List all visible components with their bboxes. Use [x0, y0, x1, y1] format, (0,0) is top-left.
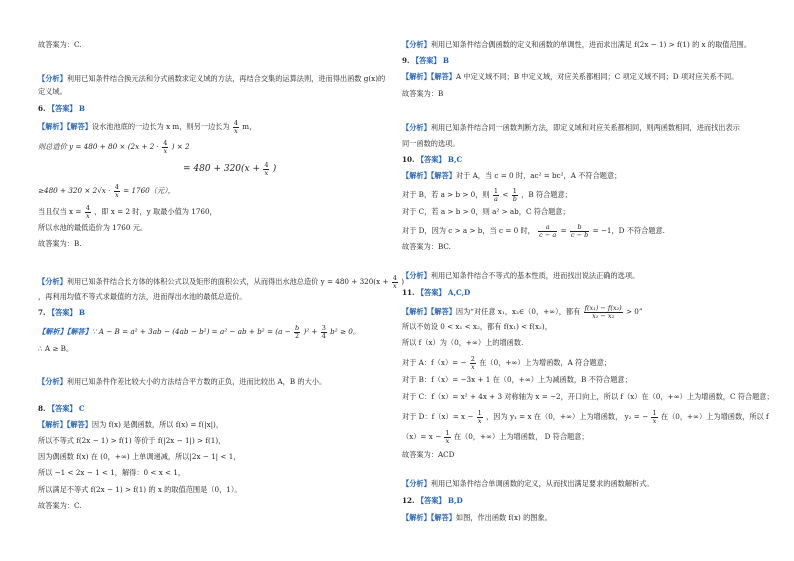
- analysis-text-cont: 定义域。: [38, 87, 67, 96]
- section-tag: 【解析】【解答】: [402, 72, 456, 81]
- numerator: 1: [652, 409, 657, 417]
- analysis-text: 【分析】利用已知条件结合单调函数的定义，从而找出满足要求的函数解析式。: [402, 479, 654, 488]
- question-number: 10.: [402, 155, 415, 164]
- denominator: x: [471, 362, 475, 371]
- fraction: [584, 305, 623, 319]
- analysis-text: 【分析】利用已知条件结合同一函数判断方法，即定义域和对应关系都相同，则两函数相同，进而找出表示: [402, 123, 740, 132]
- solution-line: 【解析】【解答】A 中定义域不同；B 中定义域，对应关系都相同；C 项定义域不同；D 项对应关系不同。: [402, 72, 739, 81]
- fraction: [470, 356, 476, 370]
- numerator: 3: [321, 324, 326, 332]
- numerator: b: [570, 224, 589, 232]
- solution-line: 所以不等式 f(2x − 1) > f(1) 等价于 f(|2x − 1|) > f(1)，: [38, 436, 226, 445]
- analysis-text-part: 【分析】利用已知条件结合长方体的体积公式以及矩形的面积公式，从而得出水池总造价 y = 480 + 320(x +: [38, 277, 389, 286]
- formula-line: [38, 140, 190, 154]
- question-number: 8.: [38, 404, 46, 413]
- solution-text: 在（0，+∞）上为增函数， D 符合题意；: [453, 432, 589, 441]
- fraction: [85, 205, 91, 219]
- fraction: [114, 184, 120, 198]
- solution-line: [402, 356, 611, 370]
- numerator: 2: [470, 355, 475, 363]
- numerator: 4: [114, 183, 119, 191]
- denominator: x: [652, 416, 657, 425]
- fraction: [493, 188, 499, 202]
- fraction: [392, 275, 398, 289]
- solution-line: 所以 f（x）为（0，+∞）上的增函数.: [402, 338, 524, 347]
- fraction: [162, 140, 168, 154]
- numerator: 1: [512, 187, 517, 195]
- answer-label: 【答案】: [47, 404, 77, 413]
- formula-text: ≥480 + 320 × 2√x ·: [38, 186, 111, 195]
- conclusion-line: ∴ A ≥ B。: [38, 344, 74, 353]
- numerator: 4: [85, 204, 90, 212]
- denominator: x: [234, 126, 238, 135]
- section-tag: 【分析】: [402, 40, 431, 49]
- section-tag: 【分析】: [402, 271, 431, 280]
- answer-label: 【答案】: [416, 155, 446, 164]
- answer-line: 故答案为：ACD: [402, 450, 455, 459]
- solution-line: [402, 188, 572, 202]
- question-12-answer: [402, 496, 463, 506]
- section-tag: 【解析】【解答】: [402, 171, 456, 180]
- fraction: [477, 410, 483, 424]
- analysis-text: 【分析】利用已知条件结合偶函数的定义和函数的单调性，进而求出满足 f(2x − 1) > f(1) 的 x 的取值范围。: [402, 40, 752, 49]
- solution-text: 对于 A：f（x）= −: [402, 358, 467, 367]
- solution-line: 因为偶函数 f(x) 在 (0，+∞) 上单调递减，所以|2x − 1| < 1，: [38, 452, 241, 461]
- solution-text: = −1，D 不符合题意.: [592, 226, 665, 235]
- section-tag: 【解析】【解答】: [402, 307, 456, 316]
- numerator: 4: [264, 161, 269, 169]
- solution-line: 对于 B：f（x）= −3x + 1 在（0，+∞）上为减函数，B 不符合题意；: [402, 375, 632, 384]
- section-tag: 【解析】【解答】: [38, 327, 92, 336]
- answer-value: B: [78, 104, 85, 113]
- solution-line: 所以满足不等式 f(2x − 1) > f(1) 的 x 的取值范围是（0，1）。: [38, 485, 242, 494]
- formula-text: b² ≥ 0。: [330, 327, 361, 336]
- section-tag: 【分析】: [38, 377, 67, 386]
- question-number: 12.: [402, 496, 415, 505]
- solution-line: 【解析】【解答】对于 A，当 c = 0 时，ac² = bc²，A 不符合题意；: [402, 171, 622, 180]
- numerator: f(x₁) − f(x₂): [584, 304, 622, 312]
- solution-text: <: [502, 190, 509, 199]
- denominator: x₁ − x₂: [592, 311, 615, 320]
- fraction: [233, 120, 239, 134]
- denominator: x: [264, 168, 269, 177]
- formula-text: ) × 2: [171, 142, 190, 151]
- fraction: [263, 162, 269, 176]
- solution-line: 所以 −1 < 2x − 1 < 1，解得：0 < x < 1，: [38, 468, 186, 477]
- fraction: [538, 224, 557, 238]
- solution-line: [402, 305, 643, 319]
- question-6-answer: [38, 104, 85, 114]
- numerator: 1: [477, 409, 482, 417]
- answer-label: 【答案】: [416, 288, 446, 297]
- solution-line: 对于 C，若 a > b > 0，则 a² > ab，C 符合题意；: [402, 207, 570, 216]
- fraction: [321, 325, 327, 339]
- formula-text: 则总造价 y = 480 + 80 × (2x + 2 ·: [38, 142, 159, 151]
- denominator: 4: [321, 331, 326, 340]
- section-tag: 【解析】【解答】: [38, 420, 92, 429]
- answer-value: B,C: [447, 155, 463, 164]
- denominator: b: [512, 194, 517, 203]
- solution-text: 对于 D：f（x）= x −: [402, 412, 474, 421]
- fraction: [651, 410, 657, 424]
- solution-text: 在（0，+∞）上为增函数，所以 f: [660, 412, 769, 421]
- answer-label: 【答案】: [47, 308, 77, 317]
- solution-line: 对于 C：f（x）= x² + 4x + 3 对称轴为 x = −2，开口向上，所以 f（x）在（0，+∞）上为增函数，C 符合题意；: [402, 392, 774, 401]
- section-tag: 【分析】: [402, 123, 431, 132]
- fraction: [444, 430, 450, 444]
- solution-text: > 0”: [625, 307, 643, 316]
- section-tag: 【分析】: [38, 277, 67, 286]
- solution-text: m，: [242, 122, 257, 131]
- solution-line: 所以不妨设 0 < x₁ < x₂，都有 f(x₁) < f(x₂)，: [402, 322, 552, 331]
- analysis-text: 【分析】利用已知条件结合换元法和分式函数求定义域的方法，再结合交集的运算法则，进而得出函数 g(x)的: [38, 74, 386, 83]
- left-column: [38, 0, 405, 561]
- denominator: c − b: [570, 230, 589, 239]
- analysis-text: [38, 275, 404, 289]
- numerator: 4: [163, 139, 168, 147]
- answer-value: B: [78, 308, 85, 317]
- formula-text: )² +: [303, 327, 318, 336]
- question-10-answer: [402, 155, 462, 165]
- section-tag: 【分析】: [402, 479, 431, 488]
- solution-text: ，因为 y₁ = x 在（0，+∞）上为增函数， y₂ = −: [486, 412, 649, 421]
- question-11-answer: [402, 288, 470, 298]
- section-tag: 【分析】: [38, 74, 67, 83]
- numerator: a: [538, 224, 557, 232]
- right-column: [402, 0, 774, 561]
- solution-text: 对于 D，因为 c > a > b，当 c = 0 时，: [402, 226, 535, 235]
- question-9-answer: [402, 56, 449, 66]
- answer-label: 【答案】: [411, 56, 441, 65]
- formula-line: [38, 205, 217, 219]
- analysis-text-cont: 同一函数的选项。: [402, 139, 460, 148]
- denominator: x: [114, 190, 119, 199]
- denominator: x: [85, 211, 90, 220]
- formula-line: [183, 162, 276, 176]
- section-tag: 【解析】【解答】: [402, 513, 456, 522]
- solution-text: 对于 B，若 a > b > 0，则: [402, 190, 490, 199]
- solution-line: 【解析】【解答】因为 f(x) 是偶函数，所以 f(x) = f(|x|)，: [38, 420, 224, 429]
- answer-value: A,C,D: [447, 288, 471, 297]
- formula-text: 【解析】【解答】∵ A − B = a² + 3ab − (4ab − b²) = a² − ab + b² = (a −: [38, 327, 291, 336]
- answer-label: 【答案】: [47, 104, 77, 113]
- denominator: x: [393, 281, 397, 290]
- question-number: 6.: [38, 104, 46, 113]
- denominator: 2: [294, 331, 300, 340]
- formula-text: 当且仅当 x =: [38, 207, 82, 216]
- answer-label: 【答案】: [416, 496, 446, 505]
- formula-text: ，即 x = 2 时，y 取最小值为 1760，: [94, 207, 217, 216]
- analysis-text: 【分析】利用已知条件结合不等式的基本性质，进而找出说法正确的选项。: [402, 271, 640, 280]
- solution-line: 所以水池的最低造价为 1760 元。: [38, 223, 148, 232]
- solution-line: [38, 120, 256, 134]
- question-7-answer: [38, 308, 85, 318]
- solution-line: [402, 410, 769, 424]
- analysis-text-part: ): [401, 277, 405, 286]
- answer-line: 故答案为：BC.: [402, 242, 451, 251]
- denominator: x: [477, 416, 482, 425]
- analysis-text: 【分析】利用已知条件作差比较大小的方法结合平方数的正负，进而比较出 A，B 的大小。: [38, 377, 327, 386]
- solution-line: [402, 430, 589, 444]
- solution-text: 在（0，+∞）上为增函数，A 符合题意；: [479, 358, 612, 367]
- solution-line: 【解析】【解答】如图，作出函数 f(x) 的图象。: [402, 513, 552, 522]
- analysis-text-cont: ，再利用均值不等式求最值的方法，进而得出水池的最低总造价。: [38, 292, 247, 301]
- solution-line: [38, 325, 360, 339]
- answer-value: B,D: [447, 496, 463, 505]
- section-tag: 【解析】【解答】: [38, 122, 92, 131]
- numerator: 4: [392, 274, 397, 282]
- solution-text: 【解析】【解答】设水池池底的一边长为 x m，则另一边长为: [38, 122, 230, 131]
- answer-line: 故答案为：B: [402, 89, 444, 98]
- numerator: 1: [493, 187, 499, 195]
- answer-value: B: [442, 56, 449, 65]
- fraction: [512, 188, 518, 202]
- solution-text: =: [560, 226, 567, 235]
- answer-line: 故答案为：C.: [38, 501, 82, 510]
- formula-text: = 1760（元），: [123, 186, 175, 195]
- denominator: x: [445, 436, 450, 445]
- solution-text: （x）= x −: [402, 432, 442, 441]
- denominator: x: [163, 146, 168, 155]
- solution-text: ，B 符合题意；: [521, 190, 572, 199]
- question-8-answer: [38, 404, 85, 414]
- formula-text: = 480 + 320(x +: [183, 164, 261, 174]
- fraction: [570, 224, 589, 238]
- numerator: b: [294, 324, 300, 332]
- denominator: a: [494, 194, 498, 203]
- formula-line: [38, 184, 175, 198]
- solution-line: [402, 224, 665, 238]
- answer-value: C: [78, 404, 85, 413]
- denominator: c − a: [539, 230, 557, 239]
- question-number: 11.: [402, 288, 415, 297]
- fraction: [294, 325, 300, 339]
- formula-text: ): [272, 164, 277, 174]
- question-number: 9.: [402, 56, 410, 65]
- numerator: 1: [445, 429, 450, 437]
- answer-line: 故答案为：C.: [38, 40, 82, 49]
- answer-line: 故答案为：B.: [38, 239, 82, 248]
- numerator: 4: [233, 119, 238, 127]
- solution-text: 【解析】【解答】因为“对任意 x₁，x₂∈（0，+∞），都有: [402, 307, 581, 316]
- question-number: 7.: [38, 308, 46, 317]
